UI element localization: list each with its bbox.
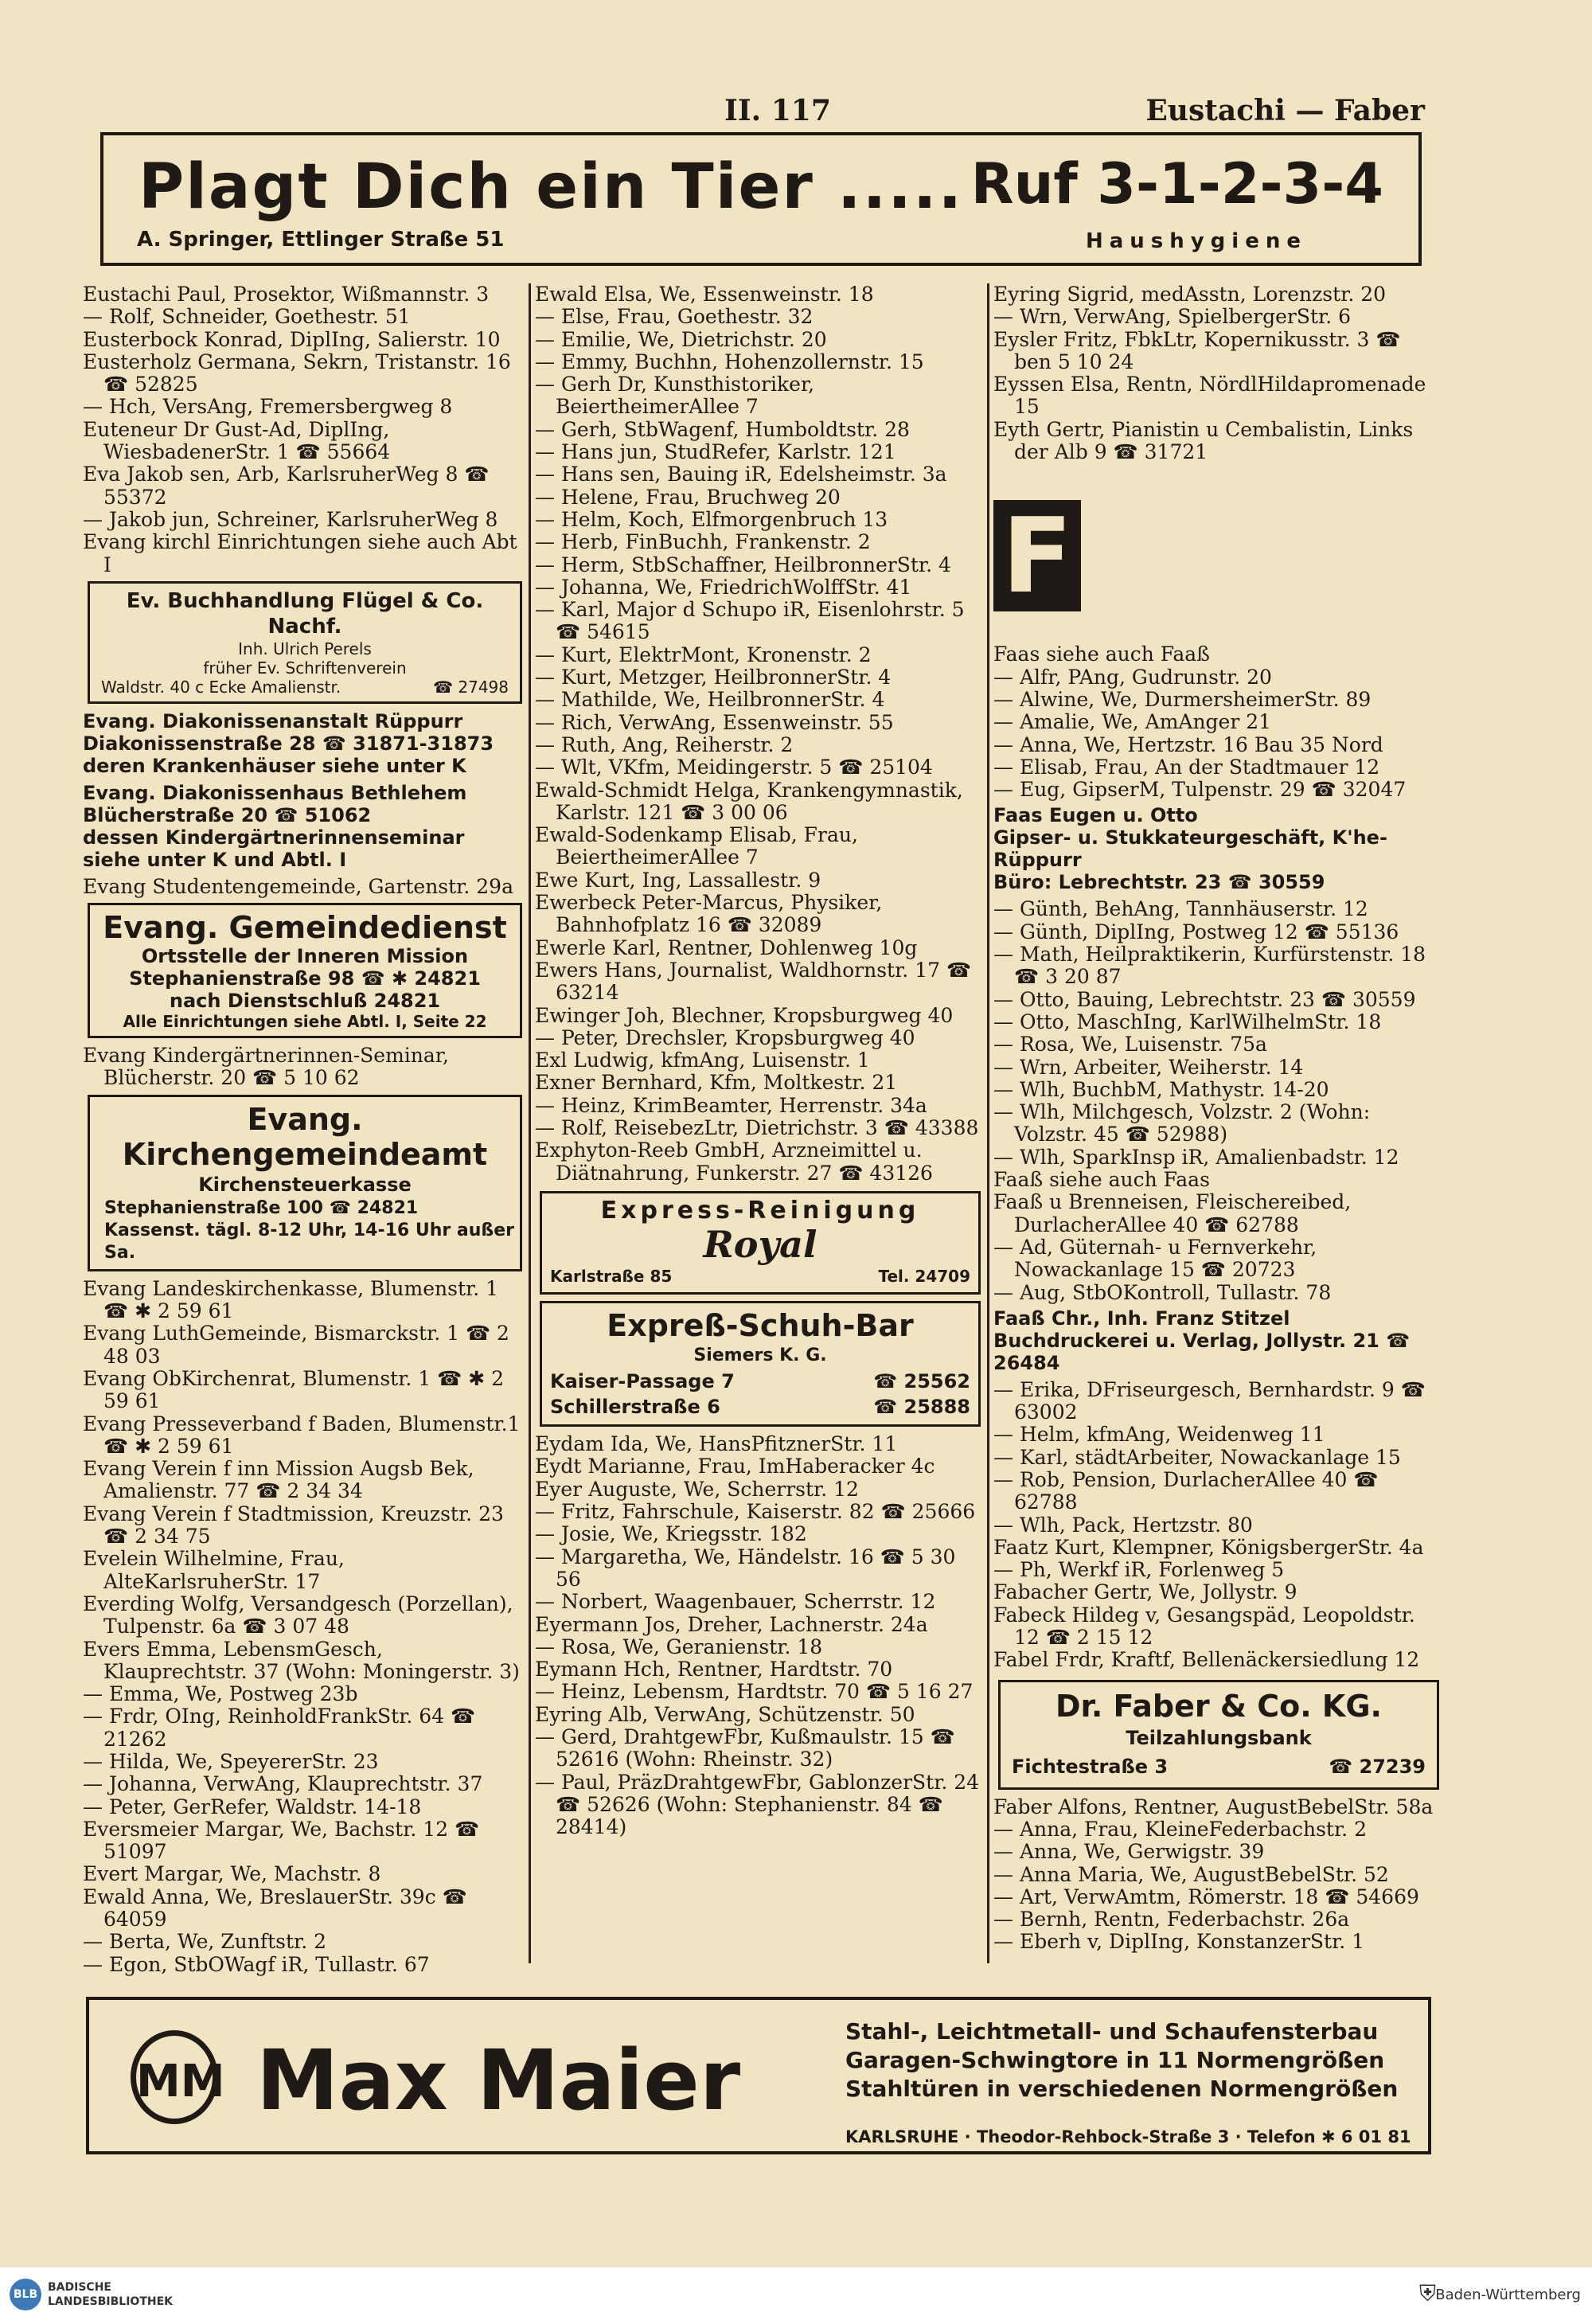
list-item: — Wrn, VerwAng, SpielbergerStr. 6 (993, 305, 1352, 329)
ad-faass-chr (993, 1307, 1439, 1374)
ad-line: Faaß Chr., Inh. Franz Stitzel (993, 1307, 1290, 1330)
list-item: — Peter, GerRefer, Waldstr. 14-18 (83, 1795, 422, 1818)
ad-bethlehem (83, 782, 522, 871)
ad-line: Gipser- u. Stukkateurgeschäft, K'he-Rüppurr (993, 826, 1387, 872)
list-item: — Ph, Werkf iR, Forlenweg 5 (993, 1558, 1285, 1582)
list-item: Ewe Kurt, Ing, Lassallestr. 9 (535, 868, 821, 892)
list-item: Eyermann Jos, Dreher, Lachnerstr. 24a (535, 1612, 928, 1636)
list-item: Ewald Elsa, We, Essenweinstr. 18 (535, 283, 874, 306)
list-item: — Heinz, KrimBeamter, Herrenstr. 34a (535, 1093, 927, 1117)
list-item: Eyring Sigrid, medAsstn, Lorenzstr. 20 (993, 283, 1387, 306)
list-item: Eyring Alb, VerwAng, Schützenstr. 50 (535, 1702, 915, 1726)
ad-dr-faber (998, 1680, 1439, 1790)
list-item: Faatz Kurt, Klempner, KönigsbergerStr. 4a (993, 1535, 1424, 1559)
ad-title: Express-Reinigung (600, 1196, 920, 1224)
list-item: — Fritz, Fahrschule, Kaiserstr. 82 ☎ 25666 (535, 1500, 976, 1524)
list-item: Ewald Anna, We, BreslauerStr. 39c ☎ 64059 (83, 1885, 474, 1931)
list-item: Eusterholz Germana, Sekrn, Tristanstr. 16 ☎ 52825 (83, 350, 517, 396)
list-item: — Eug, GipserM, Tulpenstr. 29 ☎ 32047 (993, 778, 1407, 802)
list-item: — Herm, StbSchaffner, HeilbronnerStr. 4 (535, 553, 951, 576)
list-item: Eva Jakob sen, Arb, KarlsruherWeg 8 ☎ 55372 (83, 463, 496, 509)
ad-express-reinigung (540, 1191, 981, 1295)
list-item: Faaß u Brenneisen, Fleischereibed, DurlacherAllee 40 ☎ 62788 (993, 1190, 1358, 1236)
list-item: Evang LuthGemeinde, Bismarckstr. 1 ☎ 2 48 03 (83, 1322, 516, 1368)
list-item: — Rosa, We, Geranienstr. 18 (535, 1635, 823, 1658)
ad-line: Stephanienstraße 98 ☎ ✱ 24821 (129, 967, 481, 990)
ad-line: Büro: Lebrechtstr. 23 ☎ 30559 (993, 871, 1325, 894)
list-item: — Art, VerwAmtm, Römerstr. 18 ☎ 54669 (993, 1885, 1419, 1908)
list-item: — Karl, Major d Schupo iR, Eisenlohrstr. 5 ☎ 54615 (535, 598, 971, 644)
list-item: Eustachi Paul, Prosektor, Wißmannstr. 3 (83, 283, 490, 306)
list-item: — Berta, We, Zunftstr. 2 (83, 1930, 327, 1954)
list-item: — Heinz, Lebensm, Hardtstr. 70 ☎ 5 16 27 (535, 1680, 974, 1704)
list-item: — Karl, städtArbeiter, Nowackanlage 15 (993, 1445, 1401, 1469)
library-footer (0, 2267, 1592, 2324)
ad-line: dessen Kindergärtnerinnenseminar (83, 826, 465, 849)
state-crest-icon: ⛨ (1418, 2280, 1436, 2306)
ad-phone: ☎ 27239 (1329, 1755, 1426, 1778)
ad-address: KARLSRUHE · Theodor-Rehbock-Straße 3 · Telefon ✱ 6 01 81 (845, 2127, 1411, 2146)
ad-address: Fichtestraße 3 (1012, 1755, 1169, 1778)
ad-line: Blücherstraße 20 ☎ 51062 (83, 803, 372, 826)
library-name (48, 2280, 173, 2309)
list-item: — Rolf, Schneider, Goethestr. 51 (83, 305, 411, 329)
ad-address: A. Springer, Ettlinger Straße 51 (137, 228, 505, 252)
ad-buchhandlung (88, 581, 522, 704)
ad-kirchengemeindeamt (88, 1095, 522, 1271)
list-item: — Gerd, DrahtgewFbr, Kußmaulstr. 15 ☎ 52616 (Wohn: Rheinstr. 32) (535, 1725, 962, 1771)
list-item: — Paul, PräzDrahtgewFbr, GablonzerStr. 24 ☎ 52626 (Wohn: Stephanienstr. 84 ☎ 28414) (535, 1770, 986, 1839)
ad-phone: Tel. 24709 (878, 1266, 970, 1286)
ad-diakonissenanstalt (83, 710, 522, 777)
ad-phone: ☎ 25562 (873, 1370, 970, 1393)
list-item: Exl Ludwig, kfmAng, Luisenstr. 1 (535, 1049, 870, 1072)
list-item: Euteneur Dr Gust-Ad, DiplIng, WiesbadenerStr. 1 ☎ 55664 (83, 417, 396, 464)
ad-line: Stahl-, Leichtmetall- und Schaufensterbau (845, 2018, 1379, 2045)
list-item: Ewald-Sodenkamp Elisab, Frau, BeiertheimerAllee 7 (535, 823, 864, 869)
list-item: — Rosa, We, Luisenstr. 75a (993, 1033, 1267, 1057)
ad-address: Karlstraße 85 (550, 1266, 673, 1286)
ad-line: Siemers K. G. (693, 1346, 827, 1366)
list-item: — Anna, We, Hertzstr. 16 Bau 35 Nord (993, 732, 1383, 756)
list-item: — Norbert, Waagenbauer, Scherrstr. 12 (535, 1590, 936, 1614)
list-item: — Helene, Frau, Bruchweg 20 (535, 485, 841, 509)
ad-address: Kaiser-Passage 7 (550, 1370, 735, 1393)
list-item: — Anna Maria, We, AugustBebelStr. 52 (993, 1862, 1389, 1886)
ad-address: Schillerstraße 6 (550, 1396, 720, 1419)
list-item: — Eberh v, DiplIng, KonstanzerStr. 1 (993, 1930, 1365, 1954)
state-name[interactable]: Baden-Württemberg (1435, 2287, 1581, 2303)
list-item: — Hans sen, Bauing iR, Edelsheimstr. 3a (535, 463, 947, 486)
list-item: — Rob, Pension, DurlacherAllee 40 ☎ 62788 (993, 1467, 1385, 1514)
list-item: Fabeck Hildeg v, Gesangspäd, Leopoldstr. 12 ☎ 2 15 12 (993, 1603, 1422, 1650)
list-item: Fabacher Gertr, We, Jollystr. 9 (993, 1580, 1297, 1604)
list-item: — Ad, Güternah- u Fernverkehr, Nowackanlage 15 ☎ 20723 (993, 1235, 1324, 1282)
entry-list (993, 898, 1439, 1303)
entry-list (535, 1432, 986, 1839)
list-item: — Gerh, StbWagenf, Humboldtstr. 28 (535, 417, 910, 441)
list-item: — Wlh, SparkInsp iR, Amalienbadstr. 12 (993, 1145, 1399, 1169)
ad-line: Ortsstelle der Inneren Mission (141, 945, 469, 968)
library-name-line: LANDESBIBLIOTHEK (48, 2295, 174, 2308)
list-item: Eusterbock Konrad, DiplIng, Salierstr. 10 (83, 327, 501, 351)
list-item: Eysler Fritz, FbkLtr, Kopernikusstr. 3 ☎ ben 5 10 24 (993, 327, 1407, 373)
list-item: — Amalie, We, AmAnger 21 (993, 710, 1272, 734)
list-item: — Günth, BehAng, Tannhäuserstr. 12 (993, 897, 1368, 921)
list-item: Evang Kindergärtnerinnen-Seminar, Blücherstr. 20 ☎ 5 10 62 (83, 1044, 455, 1090)
list-item: Fabel Frdr, Kraftf, Bellenäckersiedlung 12 (993, 1648, 1420, 1672)
column-divider (987, 283, 989, 1963)
list-item: — Alwine, We, DurmersheimerStr. 89 (993, 687, 1372, 711)
ad-line: nach Dienstschluß 24821 (169, 990, 441, 1013)
entry-list (993, 283, 1439, 463)
ad-line: Garagen-Schwingtore in 11 Normengrößen (845, 2047, 1385, 2073)
list-item: — Hilda, We, SpeyererStr. 23 (83, 1749, 379, 1773)
ad-schuh-bar (540, 1301, 981, 1427)
list-item: — Otto, MaschIng, KarlWilhelmStr. 18 (993, 1010, 1382, 1033)
column-3 (993, 283, 1439, 1954)
ad-title: Dr. Faber & Co. KG. (1055, 1688, 1382, 1724)
list-item: — Jakob jun, Schreiner, KarlsruherWeg 8 (83, 507, 498, 531)
list-item: — Johanna, VerwAng, Klauprechtstr. 37 (83, 1772, 483, 1796)
entry-list (83, 1276, 527, 1976)
list-item: — Otto, Bauing, Lebrechtstr. 23 ☎ 30559 (993, 987, 1416, 1011)
list-item: Ewerle Karl, Rentner, Dohlenweg 10g (535, 935, 918, 959)
list-item: Eyssen Elsa, Rentn, NördlHildapromenade 15 (993, 373, 1433, 419)
list-item: Evang Verein f inn Mission Augsb Bek, Amalienstr. 77 ☎ 2 34 34 (83, 1457, 481, 1503)
entry-list (993, 643, 1439, 801)
ad-phone: ☎ 27498 (433, 677, 509, 697)
list-item: Evang Studentengemeinde, Gartenstr. 29a (83, 874, 513, 898)
ad-title: Expreß-Schuh-Bar (607, 1308, 914, 1344)
ad-phone: ☎ 25888 (873, 1396, 970, 1419)
list-item: Ewerbeck Peter-Marcus, Physiker, Bahnhofplatz 16 ☎ 32089 (535, 891, 889, 937)
list-item: Eyth Gertr, Pianistin u Cembalistin, Links der Alb 9 ☎ 31721 (993, 417, 1420, 464)
list-item: Evers Emma, LebensmGesch, Klauprechtstr. 37 (Wohn: Moningerstr. 3) (83, 1637, 520, 1683)
list-item: — Wlt, VKfm, Meidingerstr. 5 ☎ 25104 (535, 756, 933, 779)
ad-brand: Max Maier (256, 2032, 741, 2129)
ad-line: Faas Eugen u. Otto (993, 804, 1198, 827)
list-item: — Math, Heilpraktikerin, Kurfürstenstr. 18 ☎ 3 20 87 (993, 943, 1433, 989)
list-item: — Emma, We, Postweg 23b (83, 1682, 358, 1706)
list-item: — Bernh, Rentn, Federbachstr. 26a (993, 1908, 1350, 1931)
list-item: — Kurt, ElektrMont, Kronenstr. 2 (535, 643, 872, 666)
ad-line: Kirchensteuerkasse (198, 1173, 412, 1196)
list-item: Eyer Auguste, We, Scherrstr. 12 (535, 1477, 859, 1501)
list-item: Everding Wolfg, Versandgesch (Porzellan), Tulpenstr. 6a ☎ 3 07 48 (83, 1592, 520, 1639)
list-item: — Frdr, OIng, ReinholdFrankStr. 64 ☎ 21262 (83, 1705, 482, 1751)
list-item: — Helm, kfmAng, Weidenweg 11 (993, 1423, 1325, 1447)
ad-title: Ev. Buchhandlung Flügel & Co. Nachf. (126, 588, 484, 639)
list-item: Eydam Ida, We, HansPfitznerStr. 11 (535, 1432, 898, 1456)
list-item: — Hans jun, StudRefer, Karlstr. 121 (535, 440, 896, 464)
list-item: — Egon, StbOWagf iR, Tullastr. 67 (83, 1952, 430, 1976)
ad-line: Evang. Diakonissenanstalt Rüppurr (83, 709, 463, 732)
list-item: — Herb, FinBuchh, Frankenstr. 2 (535, 530, 871, 554)
list-item: Eydt Marianne, Frau, ImHaberacker 4c (535, 1455, 935, 1478)
ad-services (845, 2017, 1398, 2103)
list-item: — Emmy, Buchhn, Hohenzollernstr. 15 (535, 350, 924, 373)
list-item: Eversmeier Margar, We, Bachstr. 12 ☎ 51097 (83, 1817, 486, 1864)
list-item: — Aug, StbOKontroll, Tullastr. 78 (993, 1280, 1332, 1304)
list-item: — Johanna, We, FriedrichWolffStr. 41 (535, 575, 912, 599)
list-item: — Wlh, Milchgesch, Volzstr. 2 (Wohn: Volzstr. 45 ☎ 52988) (993, 1100, 1377, 1146)
column-divider (529, 283, 531, 1963)
list-item: Ewinger Joh, Blechner, Kropsburgweg 40 (535, 1003, 954, 1027)
ad-brand: Royal (703, 1222, 817, 1266)
ad-line: Waldstr. 40 c Ecke Amalienstr. (101, 677, 341, 697)
ad-line: Evang. Diakonissenhaus Bethlehem (83, 781, 467, 804)
list-item: — Rolf, ReisebezLtr, Dietrichstr. 3 ☎ 43388 (535, 1115, 979, 1139)
max-maier-logo: MM (131, 2030, 218, 2124)
ad-title: Evang. Kirchengemeindeamt (122, 1101, 488, 1172)
list-item: — Anna, We, Gerwigstr. 39 (993, 1840, 1265, 1864)
ad-line: Alle Einrichtungen siehe Abtl. I, Seite 22 (123, 1012, 487, 1032)
list-item: Ewald-Schmidt Helga, Krankengymnastik, Karlstr. 121 ☎ 3 00 06 (535, 778, 970, 824)
list-item: — Kurt, Metzger, HeilbronnerStr. 4 (535, 666, 892, 689)
list-item: Evert Margar, We, Machstr. 8 (83, 1862, 381, 1886)
list-item: — Wlh, Pack, Hertzstr. 80 (993, 1513, 1253, 1537)
list-item: — Hch, VersAng, Fremersbergweg 8 (83, 395, 453, 419)
ad-title: Evang. Gemeindedienst (103, 910, 507, 946)
list-item: Faber Alfons, Rentner, AugustBebelStr. 58a (993, 1795, 1434, 1818)
ad-gemeindedienst (88, 903, 522, 1038)
column-1 (83, 283, 527, 1976)
ad-line: Teilzahlungsbank (1126, 1726, 1312, 1749)
top-advertisement (100, 132, 1422, 266)
list-item: Evang Verein f Stadtmission, Kreuzstr. 23 ☎ 2 34 75 (83, 1502, 510, 1549)
list-item: — Wlh, BuchbM, Mathystr. 14-20 (993, 1077, 1329, 1101)
ad-line: Inh. Ulrich Perels (238, 639, 372, 658)
entry-list (535, 283, 981, 1185)
list-item: Evelein Wilhelmine, Frau, AlteKarlsruherStr. 17 (83, 1547, 351, 1593)
list-item: — Gerh Dr, Kunsthistoriker, BeiertheimerAllee 7 (535, 373, 821, 419)
ad-line: Stahltüren in verschiedenen Normengrößen (845, 2076, 1399, 2102)
list-item: — Erika, DFriseurgesch, Bernhardstr. 9 ☎ 63002 (993, 1377, 1432, 1424)
list-item: — Elisab, Frau, An der Stadtmauer 12 (993, 755, 1380, 779)
ad-headline: Plagt Dich ein Tier ..... (139, 151, 964, 223)
list-item: — Margaretha, We, Händelstr. 16 ☎ 5 30 56 (535, 1545, 962, 1591)
list-item: — Wrn, Arbeiter, Weiherstr. 14 (993, 1055, 1304, 1079)
list-item: — Helm, Koch, Elfmorgenbruch 13 (535, 507, 888, 531)
list-item: Evang ObKirchenrat, Blumenstr. 1 ☎ ✱ 2 59 61 (83, 1366, 510, 1413)
ad-line: früher Ev. Schriftenverein (203, 658, 407, 678)
section-letter: F (993, 500, 1081, 611)
column-2 (535, 283, 986, 1839)
ad-phone: Ruf 3-1-2-3-4 (970, 151, 1383, 217)
ad-line: Diakonissenstraße 28 ☎ 31871-31873 (83, 732, 494, 755)
list-item: — Josie, We, Kriegsstr. 182 (535, 1522, 807, 1546)
list-item: Faas siehe auch Faaß (993, 643, 1210, 666)
entry-list (993, 1796, 1439, 1954)
list-item: — Günth, DiplIng, Postweg 12 ☎ 55136 (993, 920, 1399, 943)
ad-line: Kassenst. tägl. 8-12 Uhr, 14-16 Uhr außer Sa. (104, 1220, 514, 1263)
list-item: — Emilie, We, Dietrichstr. 20 (535, 327, 827, 351)
blb-logo-icon[interactable]: BLB (10, 2279, 41, 2310)
page-number: II. 117 (724, 94, 831, 127)
list-item: Eymann Hch, Rentner, Hardtstr. 70 (535, 1658, 893, 1681)
list-item: Faaß siehe auch Faas (993, 1168, 1210, 1192)
list-item: — Mathilde, We, HeilbronnerStr. 4 (535, 688, 885, 712)
ad-line: siehe unter K und Abtl. I (83, 848, 347, 871)
entry-list (83, 283, 522, 576)
ad-faas-eugen (993, 804, 1439, 893)
list-item: Exner Bernhard, Kfm, Moltkestr. 21 (535, 1071, 898, 1095)
list-item: Evang kirchl Einrichtungen siehe auch Abt I (83, 530, 524, 576)
ad-line: deren Krankenhäuser siehe unter K (83, 754, 466, 777)
ad-line: Buchdruckerei u. Verlag, Jollystr. 21 ☎ 26484 (993, 1329, 1411, 1374)
library-name-line: BADISCHE (48, 2281, 111, 2294)
entry-list (993, 1379, 1439, 1672)
list-item: — Anna, Frau, KleineFederbachstr. 2 (993, 1817, 1367, 1841)
ad-tagline: Haushygiene (1085, 229, 1307, 253)
running-head: Eustachi — Faber (1145, 94, 1425, 127)
ad-line: Stephanienstraße 100 ☎ 24821 (104, 1197, 419, 1218)
list-item: Ewers Hans, Journalist, Waldhornstr. 17 ☎ 63214 (535, 958, 978, 1005)
list-item: Exphyton-Reeb GmbH, Arzneimittel u. Diätnahrung, Funkerstr. 27 ☎ 43126 (535, 1139, 933, 1185)
bottom-advertisement (86, 1997, 1431, 2154)
list-item: Evang Landeskirchenkasse, Blumenstr. 1 ☎ ✱ 2 59 61 (83, 1276, 505, 1323)
list-item: — Peter, Drechsler, Kropsburgweg 40 (535, 1025, 915, 1049)
list-item: — Else, Frau, Goethestr. 32 (535, 305, 814, 329)
list-item: Evang Presseverband f Baden, Blumenstr.1 ☎ ✱ 2 59 61 (83, 1412, 527, 1458)
list-item: — Alfr, PAng, Gudrunstr. 20 (993, 665, 1272, 689)
list-item: — Ruth, Ang, Reiherstr. 2 (535, 732, 794, 756)
list-item: — Rich, VerwAng, Essenweinstr. 55 (535, 710, 894, 734)
